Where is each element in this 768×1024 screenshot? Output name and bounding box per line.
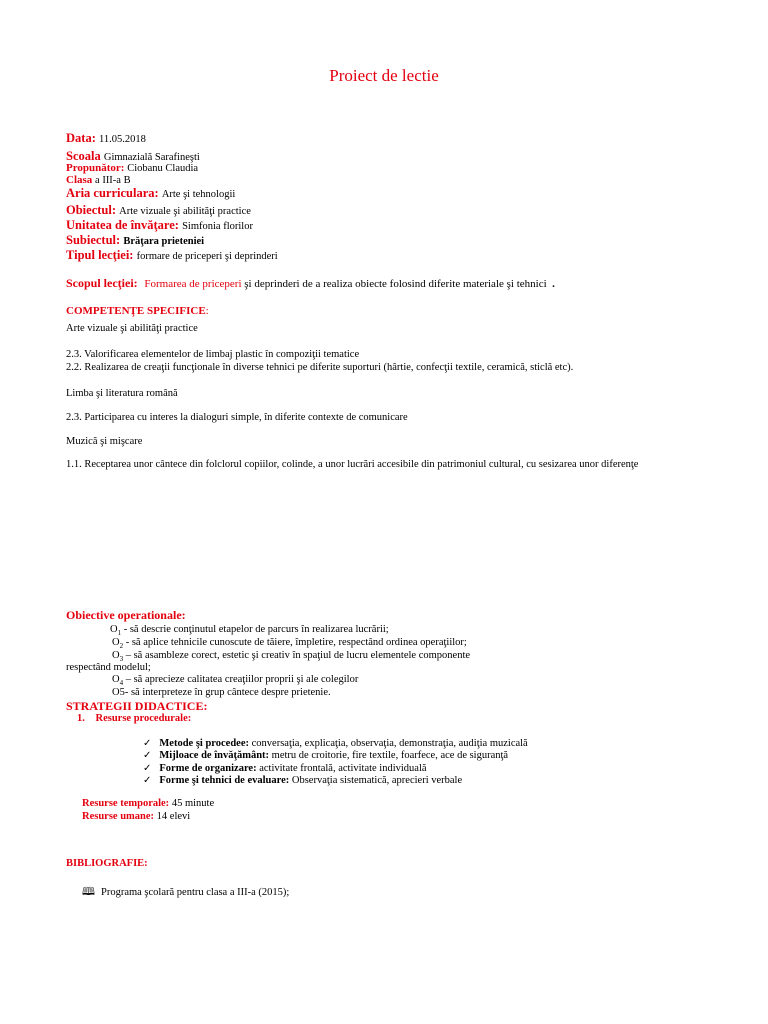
- bullet-forme-evaluare: ✓ Forme şi tehnici de evaluare: Observaţia sistematică, aprecieri verbale: [143, 775, 463, 786]
- scop-lectiei: Scopul lecţiei: Formarea de priceperi şi deprinderi de a realiza obiecte folosind diferite materiale şi tehnici .: [66, 276, 555, 290]
- competenta-2-2: 2.2. Realizarea de creaţii funcţionale în diverse tehnici pe diferite suporturi (hârtie, confecţii textile, ceramică, sticlă etc).: [66, 362, 574, 373]
- info-propunator: Propunător: Ciobanu Claudia: [66, 162, 199, 174]
- bullet-mijloace: ✓ Mijloace de învăţământ: metru de croitorie, fire textile, foarfece, ace de siguranţă: [143, 750, 509, 761]
- competenta-1-1: 1.1. Receptarea unor cântece din folclorul copiilor, colinde, a unor lucrări accesibile din patrimoniul cultural, cu sesizarea unor diferenţe: [66, 459, 639, 470]
- competente-subject-arte: Arte vizuale şi abilităţi practice: [66, 323, 198, 334]
- bibliografie-item: 🕮 Programa şcolară pentru clasa a III-a (2015);: [82, 885, 290, 898]
- obiectiv-o2: $O_2$ - să aplice tehnicile cunoscute de tăiere, împletire, respectând ordinea operaţiilor;: [112, 637, 467, 651]
- info-subiectul: Subiectul: Brăţara prieteniei: [66, 233, 205, 247]
- obiectiv-o4: $O_4$ – să aprecieze calitatea creaţiilor proprii şi ale colegilor: [112, 674, 359, 688]
- check-icon: ✓: [143, 763, 152, 774]
- obiectiv-o3-continuation: respectând modelul;: [66, 662, 151, 673]
- competente-heading: COMPETENŢE SPECIFICE:: [66, 305, 209, 317]
- info-obiectul: Obiectul: Arte vizuale şi abilităţi practice: [66, 203, 251, 217]
- info-tipul: Tipul lecţiei: formare de priceperi şi deprinderi: [66, 248, 278, 262]
- resurse-temporale: Resurse temporale: 45 minute: [82, 798, 215, 809]
- info-aria: Aria curriculara: Arte şi tehnologii: [66, 186, 236, 200]
- obiectiv-o1: $O_1$ - să descrie conţinutul etapelor de parcurs în realizarea lucrării;: [110, 624, 389, 638]
- bibliografie-heading: BIBLIOGRAFIE:: [66, 858, 148, 869]
- obiective-heading: Obiective operationale:: [66, 608, 186, 622]
- check-icon: ✓: [143, 738, 152, 749]
- strategii-heading: STRATEGII DIDACTICE:: [66, 699, 208, 713]
- obiectiv-o3: $O_3$ – să asambleze corect, estetic şi creativ în spaţiul de lucru elementele componente: [112, 650, 471, 664]
- obiectiv-o5: O5- să interpreteze în grup cântece despre prietenie.: [112, 687, 331, 698]
- resurse-umane: Resurse umane: 14 elevi: [82, 811, 191, 822]
- competente-subject-muzica: Muzică şi mişcare: [66, 436, 143, 447]
- check-icon: ✓: [143, 750, 152, 761]
- competenta-2-3-arte: 2.3. Valorificarea elementelor de limbaj plastic în compoziţii tematice: [66, 349, 360, 360]
- bullet-metode: ✓ Metode şi procedee: conversaţia, explicaţia, observaţia, demonstraţia, audiţia muzicală: [143, 738, 528, 749]
- resurse-procedurale: 1. Resurse procedurale:: [77, 713, 192, 724]
- bullet-forme-organizare: ✓ Forme de organizare: activitate frontală, activitate individuală: [143, 763, 427, 774]
- competente-subject-romana: Limba şi literatura română: [66, 388, 178, 399]
- info-data: Data: 11.05.2018: [66, 131, 146, 145]
- info-unitatea: Unitatea de învăţare: Simfonia florilor: [66, 218, 253, 232]
- page-title: Proiect de lectie: [329, 66, 439, 85]
- info-scoala: Scoala Gimnazială Sarafineşti: [66, 149, 200, 163]
- competenta-2-3-romana: 2.3. Participarea cu interes la dialoguri simple, în diferite contexte de comunicare: [66, 412, 408, 423]
- check-icon: ✓: [143, 775, 152, 786]
- open-book-icon: 🕮: [82, 885, 95, 898]
- info-clasa: Clasa a III-a B: [66, 174, 131, 186]
